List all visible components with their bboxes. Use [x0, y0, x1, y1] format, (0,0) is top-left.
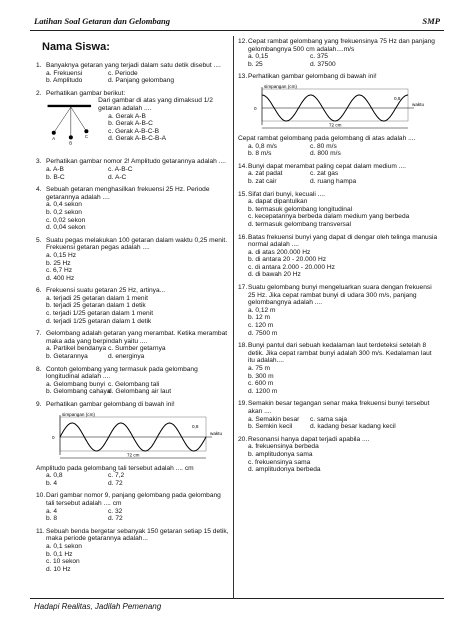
- wave-graph: [248, 83, 436, 133]
- answer-options: [248, 170, 440, 185]
- answer-option[interactable]: d. 37500: [310, 60, 336, 68]
- answer-options: [248, 443, 440, 473]
- answer-option[interactable]: a. 0,15 Hz: [46, 251, 77, 259]
- answer-option[interactable]: c. 0,02 sekon: [46, 216, 86, 224]
- answer-options: [248, 249, 440, 279]
- answer-options: [248, 416, 440, 431]
- question-19: [238, 400, 440, 430]
- axis-label-displacement: simpangan (cm): [62, 411, 95, 417]
- answer-option[interactable]: a. 75 m: [248, 365, 270, 372]
- answer-option[interactable]: b. Gelombang cahaya: [46, 388, 111, 396]
- question-14: [238, 163, 440, 186]
- axis-label-time: waktu: [412, 101, 425, 107]
- answer-option[interactable]: d. A-C: [108, 173, 127, 181]
- question-number: 1.: [36, 62, 42, 69]
- answer-option[interactable]: b. 25: [248, 60, 263, 68]
- answer-option[interactable]: a. 0,4 sekon: [46, 201, 82, 209]
- question-13: [238, 73, 440, 157]
- answer-option[interactable]: b. di antara 20 - 20.000 Hz: [248, 256, 327, 264]
- answer-option[interactable]: d. Gelombang air laut: [108, 388, 172, 396]
- span-label: 72 cm: [329, 122, 342, 128]
- question-number: 16.: [238, 233, 248, 241]
- answer-option[interactable]: c. Sumber getarnya: [108, 345, 166, 353]
- question-10: [36, 492, 230, 522]
- question-stem: [36, 186, 230, 201]
- answer-option[interactable]: b. terjadi 25 getaran dalam 1 detik: [46, 302, 146, 310]
- question-text: Batas frekuensi bunyi yang dapat di dengar oleh telinga manusia normal adalah ....: [248, 233, 438, 249]
- answer-option[interactable]: c. Gerak A-B-C-B: [108, 127, 160, 135]
- question-number: 5.: [36, 236, 42, 244]
- graph-frame: [60, 417, 206, 451]
- question-6: [36, 287, 230, 325]
- question-stem: [238, 342, 440, 365]
- question-stem: [238, 234, 440, 249]
- answer-option[interactable]: b. termasuk gelombang longitudinal: [248, 205, 353, 213]
- answer-option[interactable]: d. amplitudonya berbeda: [248, 466, 321, 474]
- answer-options: [248, 198, 440, 228]
- answer-option[interactable]: a. 0,15: [248, 53, 269, 61]
- question-16: [238, 234, 440, 280]
- answer-option[interactable]: b. Amplitudo: [46, 77, 83, 85]
- question-text: Bunyi dapat merambat paling cepat dalam medium ....: [248, 162, 406, 170]
- answer-option[interactable]: c. zat gas: [310, 170, 339, 178]
- question-stem: [36, 90, 230, 98]
- answer-option[interactable]: c. Gelombang tali: [108, 380, 160, 388]
- pendulum-string: [54, 108, 71, 134]
- question-17: [238, 284, 440, 337]
- question-20: [238, 436, 440, 474]
- answer-option[interactable]: b. 4: [46, 479, 57, 487]
- answer-option[interactable]: b. 12 m: [248, 314, 270, 322]
- question-stem: [238, 400, 440, 415]
- answer-option[interactable]: a. terjadi 25 getaran dalam 1 menit: [46, 294, 148, 302]
- question-number: 11.: [36, 527, 45, 535]
- question-note: Cepat rambat gelombang pada gelombang di atas adalah ....: [238, 134, 416, 142]
- answer-options: [46, 166, 230, 181]
- answer-option[interactable]: c. di antara 2.000 - 20.000 Hz: [248, 263, 335, 271]
- answer-option[interactable]: c. frekuensinya sama: [248, 458, 311, 466]
- question-number: 20.: [238, 435, 248, 443]
- answer-option[interactable]: b. 300 m: [248, 372, 274, 380]
- answer-option[interactable]: a. Gelombang bunyi: [46, 380, 106, 388]
- answer-option[interactable]: a. A-B: [46, 165, 64, 173]
- answer-option[interactable]: a. 0,8 m/s: [248, 142, 277, 150]
- answer-options: [248, 307, 440, 337]
- answer-option[interactable]: c. 120 m: [248, 322, 274, 330]
- question-text: Perhatikan gambar nomor 2! Amplitudo getarannya adalah ....: [46, 158, 226, 166]
- wave-graph: [46, 411, 234, 463]
- pendulum-text: [98, 97, 230, 153]
- answer-options: [46, 472, 230, 487]
- answer-option[interactable]: c. kecepatannya berbeda dalam medium yang berbeda: [248, 213, 410, 221]
- answer-option[interactable]: d. ruang hampa: [310, 177, 357, 185]
- position-label-a: A: [52, 136, 56, 142]
- question-stem: [238, 191, 440, 199]
- question-number: 8.: [36, 365, 42, 373]
- answer-options: [108, 113, 230, 143]
- position-label-c: C: [84, 134, 88, 140]
- answer-option[interactable]: c. 375: [310, 53, 328, 61]
- answer-option[interactable]: a. 0,12 m: [248, 306, 276, 314]
- question-stem: [238, 163, 440, 171]
- question-5: [36, 237, 230, 283]
- answer-option[interactable]: a. zat padat: [248, 170, 283, 178]
- question-stem: [36, 287, 230, 295]
- answer-option[interactable]: b. 0,1 Hz: [46, 550, 73, 558]
- answer-option[interactable]: d. Gerak A-B-C-B-A: [108, 135, 167, 143]
- question-stem: [36, 366, 230, 381]
- answer-option[interactable]: a. Frekuensi: [46, 69, 83, 77]
- answer-option[interactable]: d. kadang besar kadang kecil: [310, 423, 396, 431]
- answer-option[interactable]: a. 0,8: [46, 472, 63, 480]
- question-8: [36, 366, 230, 396]
- question-18: [238, 342, 440, 395]
- question-stem: [36, 528, 230, 543]
- axis-label-time: waktu: [210, 430, 223, 436]
- answer-option[interactable]: c. 600 m: [248, 380, 274, 388]
- answer-option[interactable]: c. 6,7 Hz: [46, 267, 73, 275]
- question-1: [36, 62, 230, 85]
- pendulum-string: [71, 108, 87, 132]
- answer-option[interactable]: d. termasuk gelombang transversal: [248, 220, 351, 228]
- answer-option[interactable]: d. 72: [108, 515, 123, 523]
- answer-options: [46, 295, 230, 325]
- question-text: Suatu pegas melakukan 100 getaran dalam waktu 0,25 menit. Frekuensi getaran pegas adalah ....: [46, 236, 228, 252]
- pendulum-bob: [69, 136, 73, 140]
- question-stem: [238, 73, 440, 81]
- question-text: Gelombang adalah getaran yang merambat. Ketika merambat maka ada yang berpindah yaitu ....: [46, 330, 228, 345]
- answer-options: [46, 201, 230, 231]
- answer-option[interactable]: c. 10 sekon: [46, 558, 80, 566]
- answer-option[interactable]: a. 4: [46, 507, 57, 515]
- question-text: Resonansi hanya dapat terjadi apabila ....: [248, 435, 370, 443]
- question-2: [36, 90, 230, 154]
- answer-option[interactable]: d. 72: [108, 479, 123, 487]
- question-stem: [238, 38, 440, 53]
- question-text: Dari gambar nomor 9, panjang gelombang pada gelombang tali tersebut adalah .... cm: [46, 492, 221, 507]
- question-number: 9.: [36, 401, 42, 408]
- answer-options: [46, 252, 230, 282]
- pendulum-support: [48, 105, 91, 107]
- answer-option[interactable]: c. 7,2: [108, 472, 125, 480]
- answer-option[interactable]: a. Semakin besar: [248, 415, 300, 423]
- question-stem: [238, 284, 440, 307]
- question-number: 15.: [238, 190, 248, 198]
- question-text: Semakin besar tegangan senar maka frekuensi bunyi tersebut akan ....: [248, 400, 430, 415]
- right-column: [238, 38, 440, 479]
- footer-motto: Hadapi Realitas, Jadilah Pemenang: [34, 602, 162, 611]
- answer-option[interactable]: b. 8 m/s: [248, 150, 272, 158]
- answer-option[interactable]: d. 10 Hz: [46, 565, 71, 573]
- question-text: Banyaknya getaran yang terjadi dalam satu detik disebut ....: [46, 62, 221, 69]
- answer-option[interactable]: d. energinya: [108, 353, 145, 361]
- answer-option[interactable]: b. zat cair: [248, 177, 277, 185]
- question-number: 7.: [36, 330, 42, 338]
- question-15: [238, 191, 440, 229]
- question-stem: [36, 401, 230, 409]
- span-label: 72 cm: [127, 452, 140, 458]
- question-stem: [36, 492, 230, 507]
- answer-option[interactable]: a. di atas 200.000 Hz: [248, 248, 311, 256]
- question-text: Contoh gelombang yang termasuk pada gelombang longitudinal adalah ....: [46, 365, 198, 381]
- axis-origin-label: 0: [52, 434, 55, 440]
- pendulum-bob: [52, 131, 56, 135]
- answer-options: [248, 143, 440, 158]
- question-number: 17.: [238, 284, 248, 292]
- answer-option[interactable]: a. Gerak A-B: [108, 112, 146, 120]
- question-number: 14.: [238, 162, 248, 170]
- question-text: Cepat rambat gelombang yang frekuensinya 75 Hz dan panjang gelombangnya 500 cm adalah....m/s: [248, 38, 435, 53]
- answer-option[interactable]: b. 8: [46, 515, 57, 523]
- left-column: [36, 38, 230, 578]
- answer-option[interactable]: b. B-C: [46, 173, 65, 181]
- header-level: SMP: [422, 16, 440, 26]
- question-stem: [36, 158, 230, 166]
- question-text: Perhatikan gambar gelombang di bawah ini!: [46, 401, 175, 408]
- answer-options: [46, 543, 230, 573]
- question-note: Dari gambar di atas yang dimaksud 1/2 getaran adalah ....: [98, 97, 213, 112]
- answer-options: [46, 345, 230, 360]
- question-text: Perhatikan gambar berikut:: [46, 89, 126, 97]
- student-name-label: Nama Siswa:: [42, 41, 110, 53]
- page-header: [30, 14, 444, 31]
- page-footer: [30, 598, 444, 611]
- answer-option[interactable]: c. terjadi 1/25 getaran dalam 1 menit: [46, 310, 154, 318]
- answer-option[interactable]: b. Gerak A-B-C: [108, 120, 153, 128]
- answer-option[interactable]: d. di bawah 20 Hz: [248, 271, 301, 279]
- answer-option[interactable]: a. frekuensinya berbeda: [248, 443, 319, 451]
- answer-option[interactable]: b. amplitudonya sama: [248, 450, 313, 458]
- answer-option[interactable]: b. 0,2 sekon: [46, 208, 82, 216]
- axis-label-displacement: simpangan (cm): [264, 83, 297, 89]
- question-number: 19.: [238, 400, 248, 408]
- pendulum-row: [46, 97, 230, 153]
- pendulum-figure: [46, 97, 94, 153]
- answer-options: [248, 365, 440, 395]
- question-12: [238, 38, 440, 68]
- answer-option[interactable]: d. 7500 m: [248, 329, 278, 337]
- answer-option[interactable]: a. dapat dipantulkan: [248, 198, 308, 206]
- question-number: 12.: [238, 38, 248, 45]
- position-label-b: B: [69, 140, 73, 146]
- question-number: 13.: [238, 73, 248, 81]
- answer-option[interactable]: d. 800 m/s: [310, 150, 341, 158]
- question-text: Sebuah benda bergetar sebanyak 150 getaran setiap 15 detik, maka periode getarannya adalah...: [46, 527, 229, 543]
- answer-options: [46, 508, 230, 523]
- question-text: Suatu gelombang bunyi mengeluarkan suara dengan frekuensi 25 Hz. Jika cepat rambat bunyi di udara 300 m/s, panjang gelombangnya adalah ....: [248, 284, 432, 307]
- question-stem: [36, 62, 230, 70]
- pendulum-bob: [84, 130, 88, 134]
- question-number: 10.: [36, 492, 46, 500]
- question-number: 3.: [36, 158, 42, 166]
- amplitude-label: 0,8: [192, 423, 199, 429]
- question-stem: [36, 237, 230, 252]
- answer-option[interactable]: b. 25 Hz: [46, 259, 71, 267]
- question-text: Bunyi pantul dari sebuah kedalaman laut terdeteksi setelah 8 detik. Jika cepat rambat bunyi adalah 300 m/s. Kedalaman laut itu adalah....: [248, 342, 432, 365]
- answer-option[interactable]: a. Partikel bendanya: [46, 345, 107, 353]
- answer-option[interactable]: c. A-B-C: [108, 165, 133, 173]
- question-note: Amplitudo pada gelombang tali tersebut adalah .... cm: [36, 464, 194, 472]
- answer-option[interactable]: d. 0,04 sekon: [46, 224, 86, 232]
- axis-origin-label: 0: [254, 105, 257, 111]
- question-number: 6.: [36, 287, 42, 295]
- answer-options: [248, 53, 440, 68]
- answer-option[interactable]: d. Panjang gelombang: [108, 77, 174, 85]
- answer-option[interactable]: a. 0,1 sekon: [46, 542, 82, 550]
- column-divider: [233, 36, 234, 598]
- answer-option[interactable]: b. Getarannya: [46, 353, 88, 361]
- question-11: [36, 528, 230, 574]
- answer-option[interactable]: c. 80 m/s: [310, 142, 337, 150]
- answer-option[interactable]: b. Semkin kecil: [248, 423, 293, 431]
- answer-option[interactable]: d. terjadi 1/25 getaran dalam 1 detik: [46, 317, 152, 325]
- question-text: Sebuah getaran menghasilkan frekuensi 25 Hz. Periode getarannya adalah ....: [46, 186, 210, 201]
- question-text: Sifat dari bunyi, kecuali ....: [248, 190, 325, 198]
- graph-frame: [262, 89, 408, 121]
- amplitude-label: 0,8: [394, 95, 401, 101]
- answer-options: [46, 381, 230, 396]
- question-number: 18.: [238, 342, 248, 350]
- question-text: Frekuensi suatu getaran 25 Hz, artinya...: [46, 287, 166, 295]
- question-3: [36, 158, 230, 181]
- answer-option[interactable]: d. 1200 m: [248, 387, 278, 395]
- question-number: 4.: [36, 186, 42, 194]
- answer-options: [46, 70, 230, 85]
- answer-option[interactable]: c. Periode: [108, 69, 138, 77]
- question-number: 2.: [36, 89, 42, 97]
- answer-option[interactable]: c. 32: [108, 507, 123, 515]
- answer-option[interactable]: c. sama saja: [310, 415, 348, 423]
- question-stem: [36, 330, 230, 345]
- header-title: Latihan Soal Getaran dan Gelombang: [34, 16, 171, 26]
- question-text: Perhatikan gambar gelombang di bawah ini!: [248, 73, 377, 81]
- question-stem: [238, 436, 440, 444]
- answer-option[interactable]: d. 400 Hz: [46, 274, 75, 282]
- question-9: [36, 401, 230, 487]
- question-4: [36, 186, 230, 232]
- question-7: [36, 330, 230, 360]
